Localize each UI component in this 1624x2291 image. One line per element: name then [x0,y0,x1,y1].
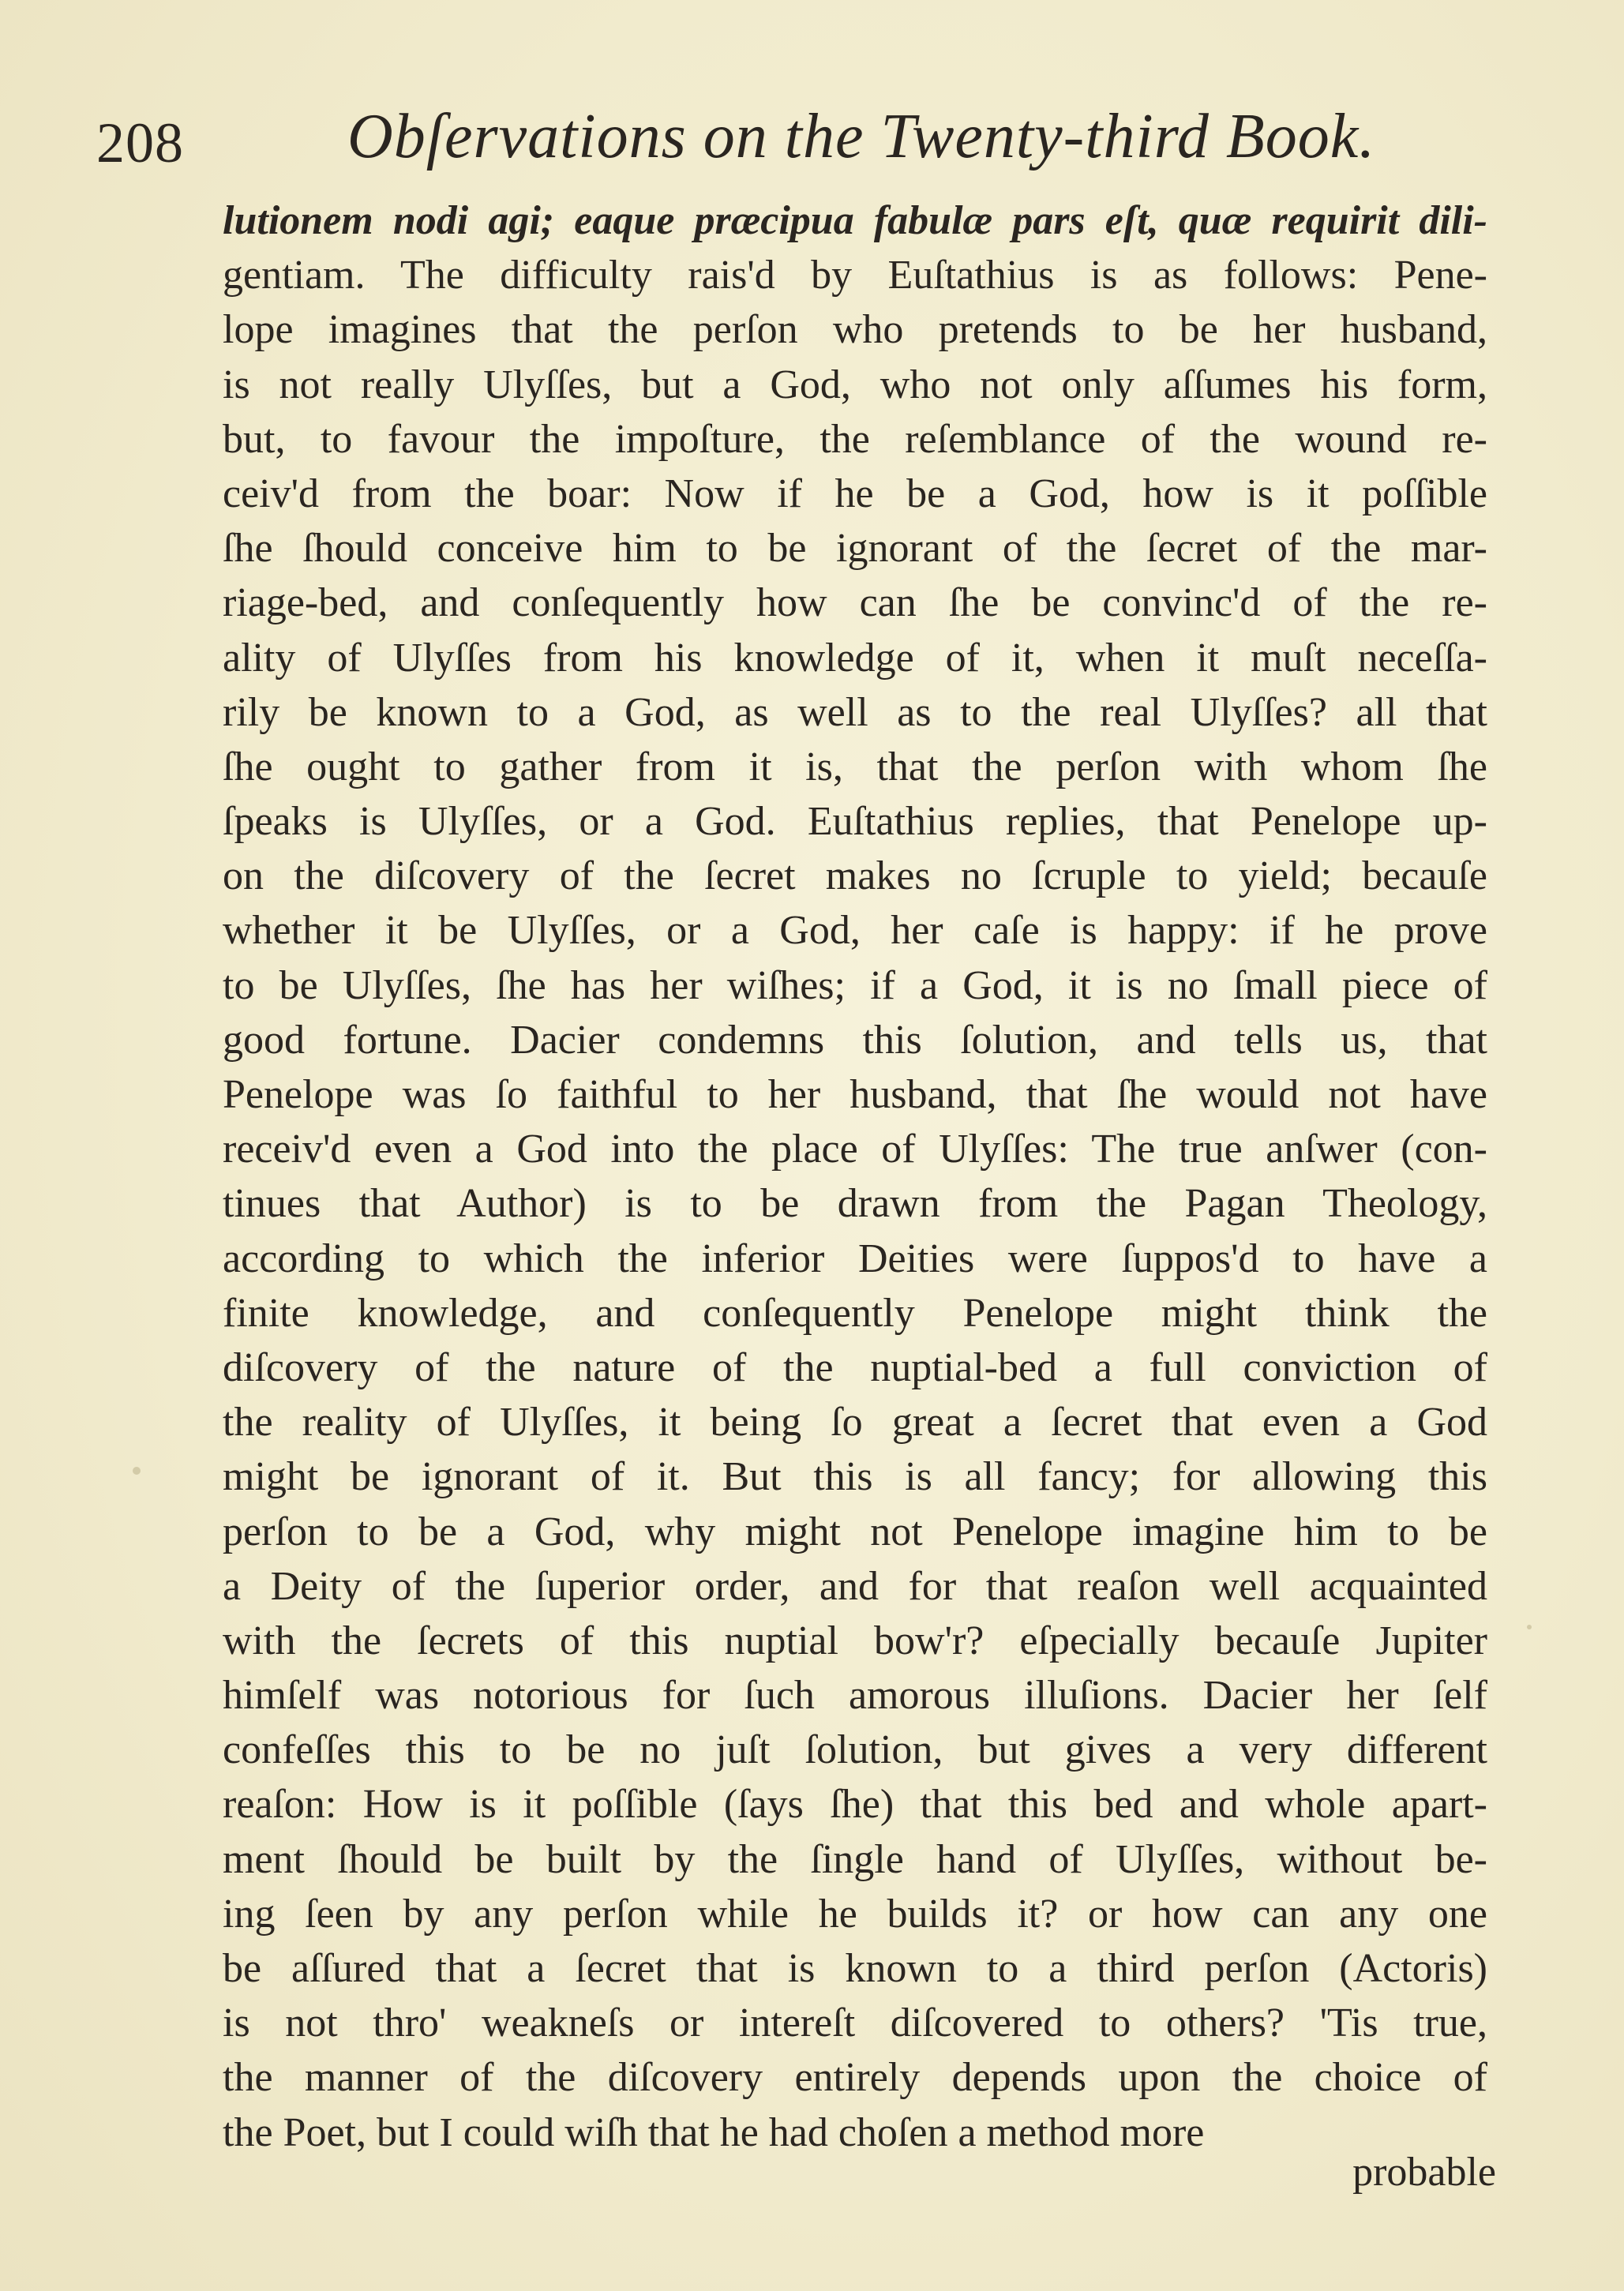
text-line: ſhe ſhould conceive him to be ignorant of the ſecret of the mar- [223,526,1487,572]
text-line: the manner of the diſcovery entirely depends upon the choice of [223,2055,1487,2101]
text-line: lutionem nodi agi; eaque præcipua fabulæ pars eſt, quæ requirit dili- [223,198,1487,243]
text-line: according to which the inferior Deities were ſuppos'd to have a [223,1235,1487,1281]
text-line: good fortune. Dacier condemns this ſolution, and tells us, that [223,1017,1487,1063]
text-line: ceiv'd from the boar: Now if he be a God, how is it poſſible [223,471,1487,516]
text-line: ſhe ought to gather from it is, that the perſon with whom ſhe [223,744,1487,789]
text-line: diſcovery of the nature of the nuptial-bed a full conviction of [223,1344,1487,1390]
text-line: tinues that Author) is to be drawn from the Pagan Theology, [223,1181,1487,1227]
text-line: the Poet, but I could wiſh that he had choſen a method more [223,2109,1205,2155]
text-line: ing ſeen by any perſon while he builds it? or how can any one [223,1891,1487,1937]
text-line: to be Ulyſſes, ſhe has her wiſhes; if a God, it is no ſmall piece of [223,962,1487,1008]
page-header [0,93,1624,180]
paper-speck [133,1467,141,1475]
text-line: rily be known to a God, as well as to the real Ulyſſes? all that [223,689,1487,735]
text-line: ment ſhould be built by the ſingle hand of Ulyſſes, without be- [223,1836,1487,1882]
text-line: confeſſes this to be no juſt ſolution, but gives a very different [223,1727,1487,1773]
text-line: receiv'd even a God into the place of Ulyſſes: The true anſwer (con- [223,1127,1487,1172]
text-line: whether it be Ulyſſes, or a God, her caſe is happy: if he prove [223,908,1487,954]
text-line: gentiam. The difficulty rais'd by Euſtathius is as follows: Pene- [223,253,1487,298]
page-number: 208 [96,111,184,174]
text-line: lope imagines that the perſon who pretends to be her husband, [223,307,1487,353]
text-line: perſon to be a God, why might not Penelope imagine him to be [223,1509,1487,1554]
body-text [223,193,1487,2160]
text-line: a Deity of the ſuperior order, and for that reaſon well acquainted [223,1563,1487,1609]
text-line: but, to favour the impoſture, the reſemblance of the wound re- [223,416,1487,462]
text-line: ality of Ulyſſes from his knowledge of it, when it muſt neceſſa- [223,635,1487,681]
text-line: the reality of Ulyſſes, it being ſo great a ſecret that even a God [223,1400,1487,1445]
catchword: probable [1352,2150,1496,2195]
text-line: Penelope was ſo faithful to her husband, that ſhe would not have [223,1072,1487,1117]
running-head: Obſervations on the Twenty-third Book. [347,102,1376,171]
text-line: reaſon: How is it poſſible (ſays ſhe) that this bed and whole apart- [223,1782,1487,1828]
text-line: ſpeaks is Ulyſſes, or a God. Euſtathius replies, that Penelope up- [223,799,1487,845]
text-line: might be ignorant of it. But this is all fancy; for allowing this [223,1454,1487,1500]
text-line: with the ſecrets of this nuptial bow'r? eſpecially becauſe Jupiter [223,1618,1487,1663]
paper-speck [1527,1625,1532,1629]
text-line: riage-bed, and conſequently how can ſhe be convinc'd of the re- [223,580,1487,626]
text-line: be aſſured that a ſecret that is known to a third perſon (Actoris) [223,1946,1487,1991]
text-line: is not thro' weakneſs or intereſt diſcovered to others? 'Tis true, [223,2000,1487,2046]
text-line: is not really Ulyſſes, but a God, who not only aſſumes his form, [223,362,1487,407]
text-line: finite knowledge, and conſequently Penelope might think the [223,1290,1487,1336]
text-line: himſelf was notorious for ſuch amorous illuſions. Dacier her ſelf [223,1673,1487,1719]
text-line: on the diſcovery of the ſecret makes no ſcruple to yield; becauſe [223,853,1487,899]
